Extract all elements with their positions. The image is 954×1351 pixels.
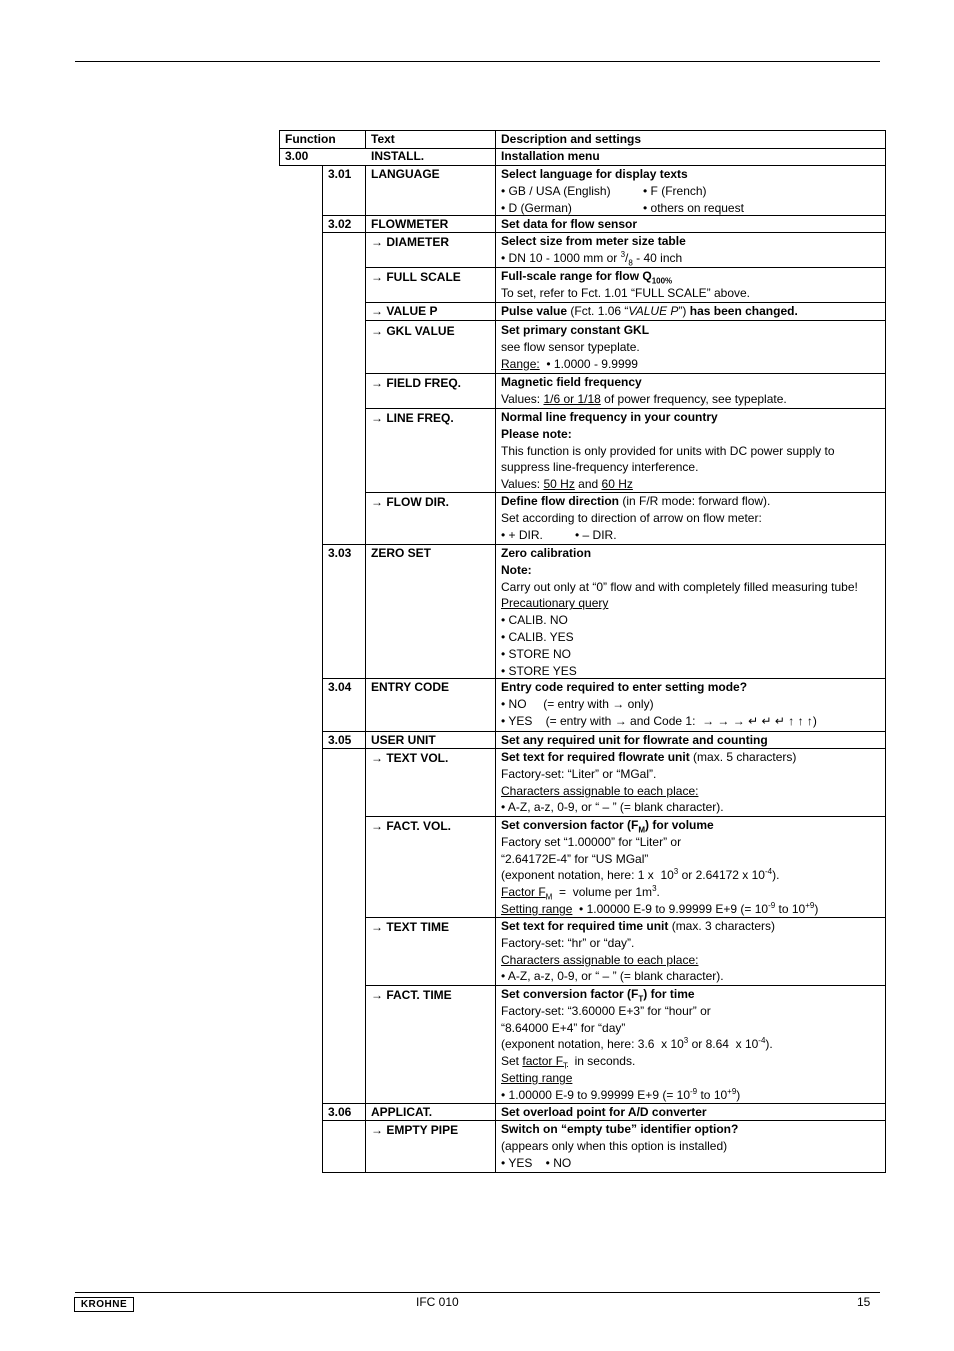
footer-rule (75, 1292, 880, 1293)
language-option: • D (German) (501, 200, 572, 215)
language-option: • others on request (643, 200, 744, 215)
function-description: Magnetic field frequency Values: 1/6 or 1/18 of power frequency, see typeplate. (501, 375, 787, 406)
function-code: 3.03 (328, 546, 352, 560)
function-text: → FACT. TIME (371, 988, 452, 1002)
function-text: → EMPTY PIPE (371, 1123, 459, 1137)
function-description: Select size from meter size table • DN 10 - 1000 mm or $^3/_8 - 40$ inch (501, 234, 686, 268)
function-code: 3.04 (328, 680, 352, 694)
function-text: LANGUAGE (371, 167, 440, 181)
function-description: Set primary constant GKL see flow sensor typeplate. Range: • 1.0000 - 9.9999 (501, 323, 650, 371)
page-number: 15 (857, 1295, 871, 1309)
function-description: Set overload point for A/D converter (501, 1105, 707, 1119)
function-description: Set conversion factor $(F_M)$ for volume Factory set “1.00000” for “Liter” or “2.64172E-4” for “US MGal” (exponent notation, here: 1 x $10^3$ or 2.64172 x $10^{-4}$). Factor $F_M$ = volume per $1m^3$. Setting range • 1.00000 E-9 to 9.99999 E+9 (= $10^{-9}$ to $10^{+9}$) (501, 818, 819, 916)
function-description: Pulse value (Fct. 1.06 “VALUE P”) has been changed. (501, 304, 798, 318)
function-description (496, 166, 744, 216)
col-header-description: Description and settings (501, 132, 642, 146)
function-text: → TEXT TIME (371, 920, 450, 934)
col-header-function: Function (285, 132, 336, 146)
function-text: INSTALL. (371, 149, 425, 163)
function-text: → GKL VALUE (371, 324, 455, 338)
function-text: → LINE FREQ. (371, 411, 454, 425)
function-text: → FLOW DIR. (371, 495, 449, 509)
function-description: Set any required unit for flowrate and counting (501, 733, 768, 747)
function-description: Entry code required to enter setting mode? • NO (= entry with → only) • YES (= entry with → and Code 1: → → → ↵ ↵ ↵ ↑ ↑ ↑) (501, 680, 817, 728)
function-text: → FIELD FREQ. (371, 376, 462, 390)
arrow-right-icon: → (371, 411, 383, 425)
arrow-right-icon: → (371, 819, 383, 833)
function-text: APPLICAT. (371, 1105, 433, 1119)
function-text: → TEXT VOL. (371, 751, 449, 765)
function-description: Define flow direction (in F/R mode: forward flow). Set according to direction of arrow on flow meter: • + DIR. • – DIR. (501, 494, 771, 542)
function-description: Set text for required time unit (max. 3 characters) Factory-set: “hr” or “day”. Characters assignable to each place: • A-Z, a-z, 0-9, or “ – ” (= blank character). (501, 919, 776, 984)
function-text: → DIAMETER (371, 235, 450, 249)
arrow-right-icon: → (371, 304, 383, 318)
function-code: 3.06 (328, 1105, 352, 1119)
function-description: Full-scale range for flow $Q_{100\%}$ To set, refer to Fct. 1.01 “FULL SCALE” above. (501, 269, 750, 300)
arrow-right-icon: → (371, 495, 383, 509)
arrow-right-icon: → (371, 235, 383, 249)
function-description: Zero calibration Note: Carry out only at “0” flow and with completely filled measuring tube! Precautionary query • CALIB. NO • CALIB. YES • STORE NO • STORE YES (501, 546, 858, 678)
function-description: Switch on “empty tube” identifier option? (appears only when this option is installed) • YES • NO (501, 1122, 739, 1170)
function-description: Set conversion factor $(F_T)$ for time Factory-set: “3.60000 E+3” for “hour” or “8.64000 E+4” for “day” (exponent notation, here: 3.6 x $10^3$ or 8.64 x $10^{-4}$). Set factor $F_T$ in seconds. Setting range • 1.00000 E-9 to 9.99999 E+9 (= $10^{-9}$ to $10^{+9}$) (501, 987, 773, 1102)
col-header-text: Text (371, 132, 395, 146)
function-text: USER UNIT (371, 733, 436, 747)
arrow-right-icon: → (371, 751, 383, 765)
function-text: ZERO SET (371, 546, 432, 560)
arrow-right-icon: → (371, 324, 383, 338)
function-description: Installation menu (501, 149, 600, 163)
language-option: • GB / USA (English) (501, 183, 611, 198)
arrow-right-icon: → (371, 1123, 383, 1137)
arrow-right-icon: → (371, 376, 383, 390)
function-description: Normal line frequency in your country Please note: This function is only provided for units with DC power supply to suppress line-frequency interference. Values: 50 Hz and 60 Hz (501, 410, 835, 492)
krohne-logo: KROHNE (74, 1297, 134, 1312)
function-text: → FULL SCALE (371, 270, 461, 284)
language-option: • F (French) (643, 183, 707, 198)
function-code: 3.02 (328, 217, 352, 231)
arrow-right-icon: → (371, 988, 383, 1002)
function-text: → FACT. VOL. (371, 819, 452, 833)
function-text: ENTRY CODE (371, 680, 450, 694)
function-code: 3.01 (328, 167, 352, 181)
arrow-right-icon: → (371, 920, 383, 934)
arrow-right-icon: → (371, 270, 383, 284)
function-code: 3.05 (328, 733, 352, 747)
function-description: Set data for flow sensor (501, 217, 638, 231)
desc-title: Select language for display texts (501, 167, 688, 181)
function-code: 3.00 (285, 149, 309, 163)
function-description: Set text for required flowrate unit (max. 5 characters) Factory-set: “Liter” or “MGal”. Characters assignable to each place: • A-Z, a-z, 0-9, or “ – ” (= blank character). (501, 750, 797, 815)
function-text: → VALUE P (371, 304, 438, 318)
document-id: IFC 010 (416, 1295, 459, 1309)
function-text: FLOWMETER (371, 217, 449, 231)
header-rule (75, 61, 880, 62)
